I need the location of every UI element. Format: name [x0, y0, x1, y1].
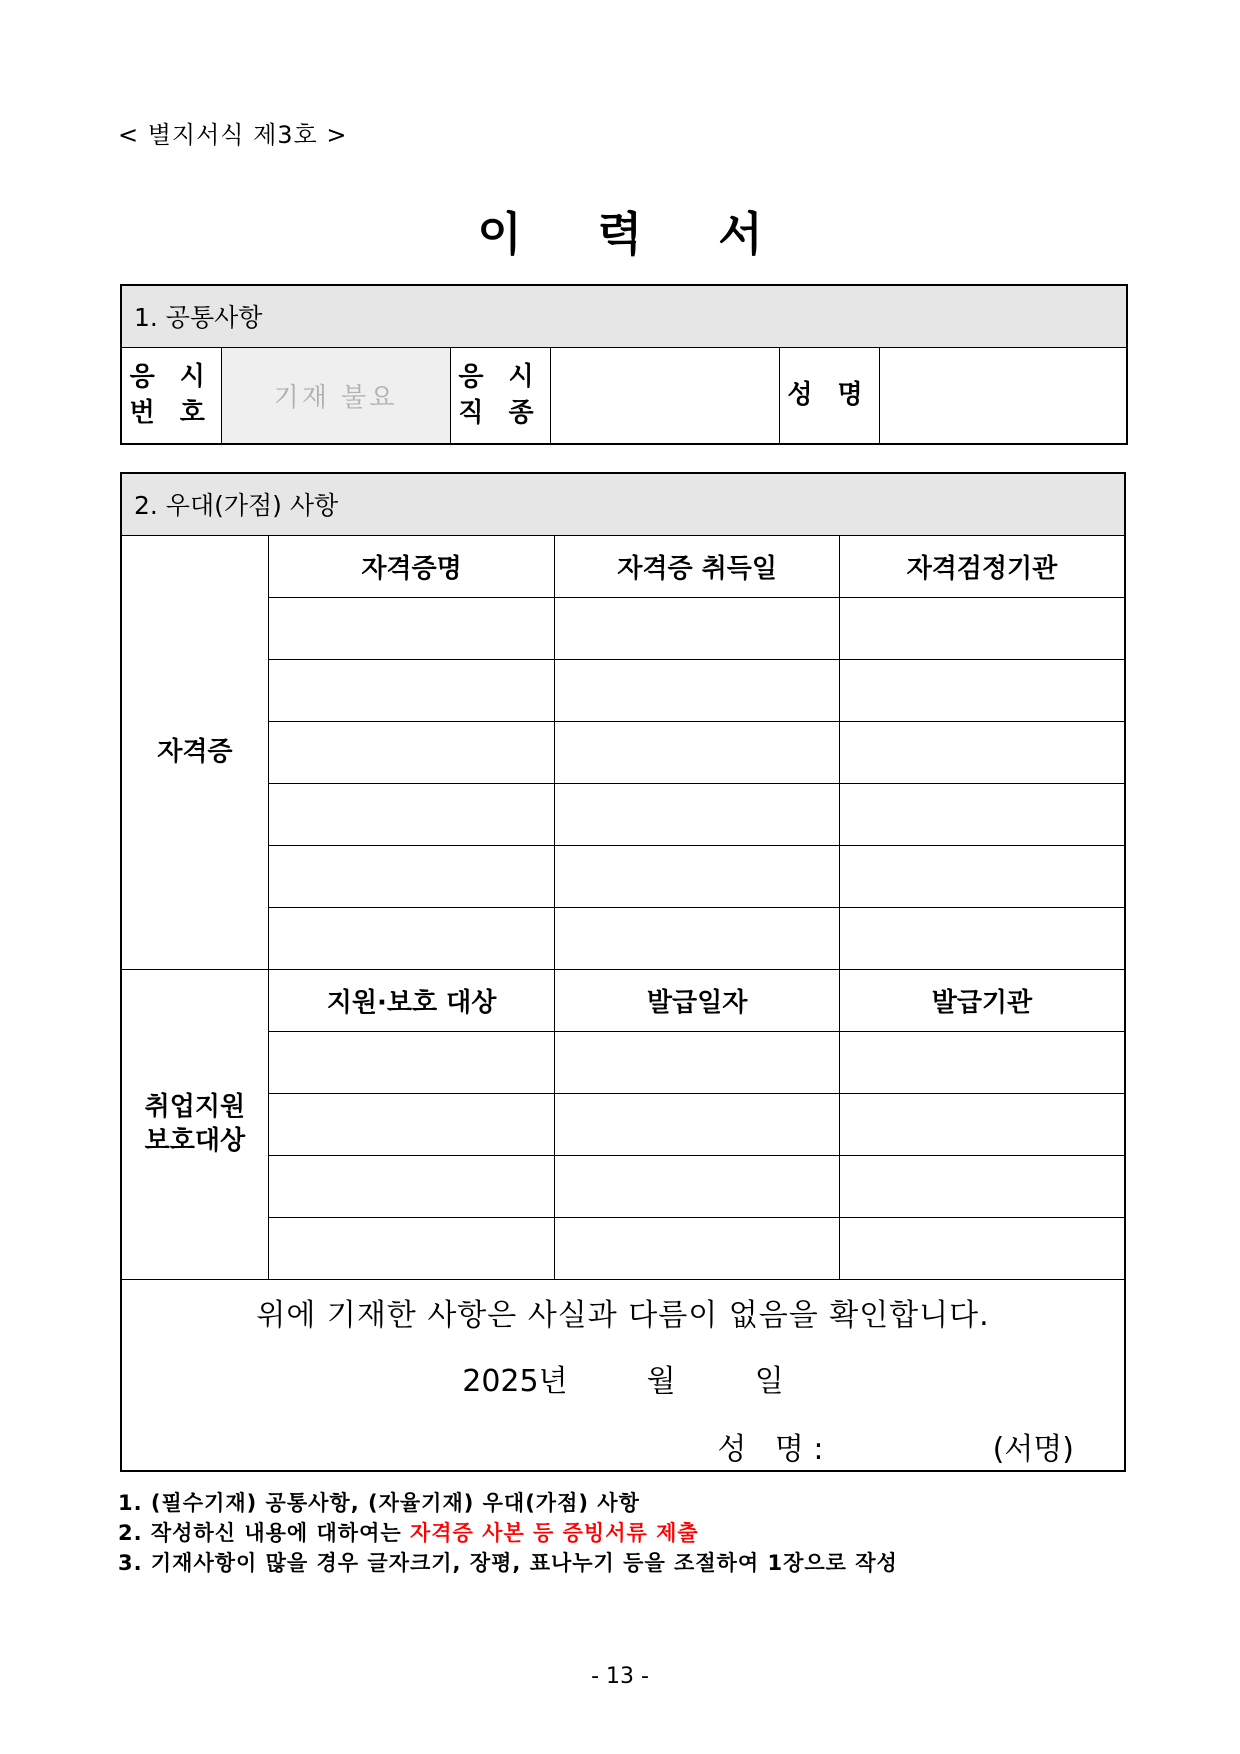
page-number: - 13 -: [591, 1664, 649, 1689]
cert-col-issuer: 자격검정기관: [839, 535, 1125, 597]
month-text[interactable]: 월: [646, 1363, 676, 1399]
cert-name-cell[interactable]: [268, 783, 555, 845]
confirmation-block: [121, 1279, 1125, 1471]
cert-issuer-cell[interactable]: [839, 597, 1125, 659]
day-text[interactable]: 일: [754, 1363, 784, 1399]
support-row: [121, 1031, 1125, 1093]
common-info-table: [120, 284, 1128, 445]
job-type-label: [450, 347, 550, 444]
support-row: [121, 1093, 1125, 1155]
cert-col-name: 자격증명: [268, 535, 555, 597]
support-col-date: 발급일자: [555, 969, 840, 1031]
cert-col-date: 자격증 취득일: [555, 535, 840, 597]
section-2-heading: 2. 우대(가점) 사항: [121, 473, 1125, 535]
support-issuer-cell[interactable]: [839, 1155, 1125, 1217]
name-label: 성 명: [779, 347, 879, 444]
job-type-label-line1: 응 시: [458, 362, 542, 393]
support-date-cell[interactable]: [555, 1155, 840, 1217]
support-issuer-cell[interactable]: [839, 1093, 1125, 1155]
cert-date-cell[interactable]: [555, 907, 840, 969]
exam-number-label-line1: 응 시: [129, 362, 213, 393]
support-target-cell[interactable]: [268, 1155, 555, 1217]
support-issuer-cell[interactable]: [839, 1031, 1125, 1093]
cert-name-cell[interactable]: [268, 597, 555, 659]
support-date-cell[interactable]: [555, 1031, 840, 1093]
cert-date-cell[interactable]: [555, 845, 840, 907]
support-group-label-line1: 취업지원: [144, 1092, 246, 1122]
note-2-highlight: 자격증 사본 등 증빙서류 제출: [409, 1521, 699, 1545]
support-issuer-cell[interactable]: [839, 1217, 1125, 1279]
note-2-text: 2. 작성하신 내용에 대하여는: [118, 1521, 410, 1545]
cert-row: [121, 907, 1125, 969]
exam-number-label: [121, 347, 221, 444]
cert-group-label: 자격증: [121, 535, 268, 969]
confirmation-statement: 위에 기재한 사항은 사실과 다름이 없음을 확인합니다.: [256, 1297, 990, 1333]
cert-row: [121, 783, 1125, 845]
cert-name-cell[interactable]: [268, 845, 555, 907]
support-col-target: 지원·보호 대상: [268, 969, 555, 1031]
cert-date-cell[interactable]: [555, 659, 840, 721]
cert-row: [121, 597, 1125, 659]
support-col-issuer: 발급기관: [839, 969, 1125, 1031]
cert-date-cell[interactable]: [555, 721, 840, 783]
support-row: [121, 1217, 1125, 1279]
year-text: 2025년: [462, 1363, 568, 1399]
note-1: 1. (필수기재) 공통사항, (자율기재) 우대(가점) 사항: [118, 1491, 640, 1515]
cert-row: [121, 721, 1125, 783]
job-type-field[interactable]: [550, 347, 779, 444]
name-field[interactable]: [879, 347, 1127, 444]
cert-date-cell[interactable]: [555, 783, 840, 845]
job-type-label-line2: 직 종: [458, 398, 542, 429]
support-target-cell[interactable]: [268, 1093, 555, 1155]
cert-date-cell[interactable]: [555, 597, 840, 659]
cert-issuer-cell[interactable]: [839, 845, 1125, 907]
cert-issuer-cell[interactable]: [839, 907, 1125, 969]
preference-table: [120, 472, 1126, 1472]
support-date-cell[interactable]: [555, 1217, 840, 1279]
support-group-label: [121, 969, 268, 1279]
cert-row: [121, 659, 1125, 721]
cert-issuer-cell[interactable]: [839, 659, 1125, 721]
section-1-heading: 1. 공통사항: [121, 285, 1127, 347]
support-row: [121, 1155, 1125, 1217]
date-line: [122, 1356, 1124, 1400]
exam-number-label-line2: 번 호: [129, 398, 213, 429]
exam-number-field: 기재 불요: [221, 347, 450, 444]
support-target-cell[interactable]: [268, 1031, 555, 1093]
support-target-cell[interactable]: [268, 1217, 555, 1279]
document-title: 이 력 서: [477, 207, 763, 261]
cert-issuer-cell[interactable]: [839, 783, 1125, 845]
cert-name-cell[interactable]: [268, 659, 555, 721]
notes: [118, 1488, 898, 1578]
support-date-cell[interactable]: [555, 1093, 840, 1155]
cert-row: [121, 845, 1125, 907]
cert-name-cell[interactable]: [268, 907, 555, 969]
note-2: [118, 1518, 898, 1548]
note-3: 3. 기재사항이 많을 경우 글자크기, 장평, 표나누기 등을 조절하여 1장으로 작성: [118, 1551, 898, 1575]
signature-line: [122, 1424, 1124, 1468]
form-reference: < 별지서식 제3호 >: [118, 121, 348, 149]
support-group-label-line2: 보호대상: [144, 1126, 246, 1156]
cert-name-cell[interactable]: [268, 721, 555, 783]
cert-issuer-cell[interactable]: [839, 721, 1125, 783]
signature-field[interactable]: (서명): [992, 1431, 1074, 1467]
signature-label: 성 명 :: [717, 1431, 824, 1467]
